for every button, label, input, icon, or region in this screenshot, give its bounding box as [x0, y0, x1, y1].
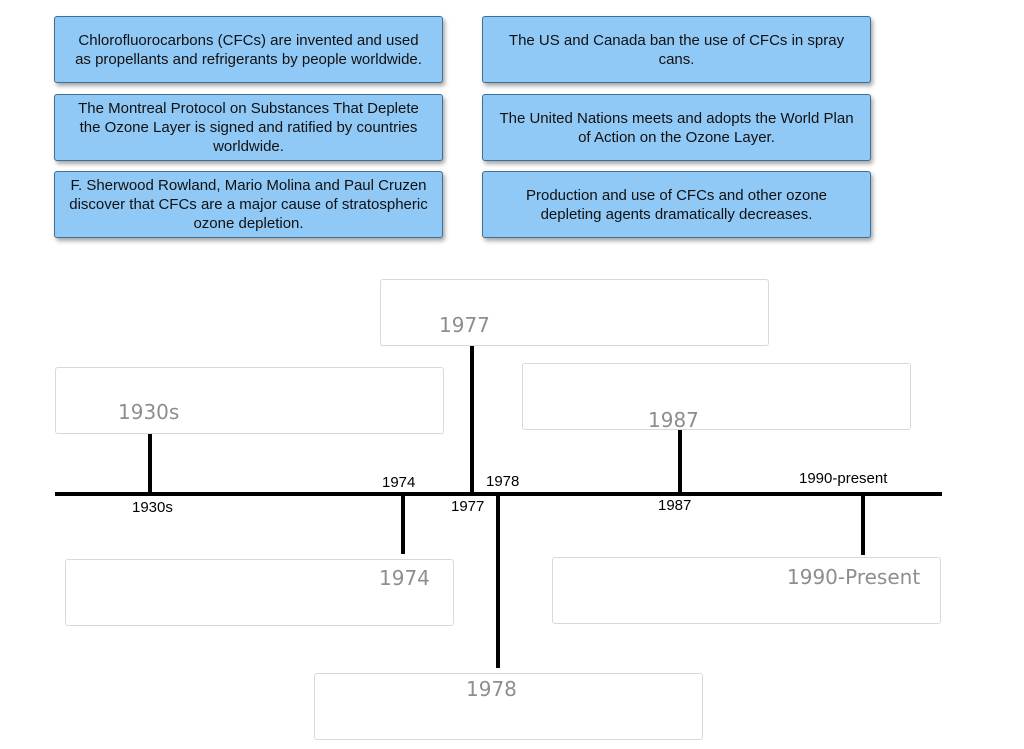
drop-zone-label: 1987 — [648, 408, 699, 432]
drop-zone-1987[interactable] — [522, 363, 911, 430]
card-text: The United Nations meets and adopts the World Plan of Action on the Ozone Layer. — [499, 109, 854, 146]
drop-zone-label: 1974 — [379, 566, 430, 590]
timeline-label-1930s: 1930s — [132, 499, 173, 516]
answer-card-us-canada-ban[interactable] — [482, 16, 871, 83]
connector-1978 — [496, 494, 500, 668]
card-text: Chlorofluorocarbons (CFCs) are invented and used as propellants and refrigerants by people worldwide. — [75, 31, 422, 68]
drop-zone-1977[interactable] — [380, 279, 769, 346]
timeline-label-1987: 1987 — [658, 497, 692, 514]
card-text: The Montreal Protocol on Substances That Deplete the Ozone Layer is signed and ratified by countries worldwide. — [78, 100, 419, 155]
drop-zone-1974[interactable] — [65, 559, 454, 626]
timeline-label-1978: 1978 — [486, 473, 520, 490]
drop-zone-1930s[interactable] — [55, 367, 444, 434]
answer-card-montreal-protocol[interactable] — [54, 94, 443, 161]
answer-card-un-world-plan[interactable] — [482, 94, 871, 161]
card-text: Production and use of CFCs and other ozone depleting agents dramatically decreases. — [525, 186, 828, 223]
answer-card-rowland-molina-discovery[interactable] — [54, 171, 443, 238]
connector-1974 — [401, 494, 405, 554]
drop-zone-label: 1930s — [118, 400, 180, 424]
timeline-label-1990-present: 1990-present — [799, 470, 888, 487]
drop-zone-label: 1990-Present — [787, 565, 921, 589]
connector-1930s — [148, 434, 152, 494]
drop-zone-label: 1977 — [439, 313, 490, 337]
connector-1977 — [470, 346, 474, 494]
connector-1990 — [861, 494, 865, 555]
card-text: F. Sherwood Rowland, Mario Molina and Paul Cruzen discover that CFCs are a major cause of stratospheric ozone depletion. — [69, 177, 428, 232]
drop-zone-1978[interactable] — [314, 673, 703, 740]
timeline-label-1977: 1977 — [451, 498, 485, 515]
timeline-label-1974: 1974 — [382, 474, 416, 491]
answer-card-cfcs-invented[interactable] — [54, 16, 443, 83]
drop-zone-1990-present[interactable] — [552, 557, 941, 624]
card-text: The US and Canada ban the use of CFCs in spray cans. — [508, 31, 845, 68]
answer-card-cfc-decrease[interactable] — [482, 171, 871, 238]
connector-1987 — [678, 430, 682, 494]
drop-zone-label: 1978 — [466, 677, 517, 701]
